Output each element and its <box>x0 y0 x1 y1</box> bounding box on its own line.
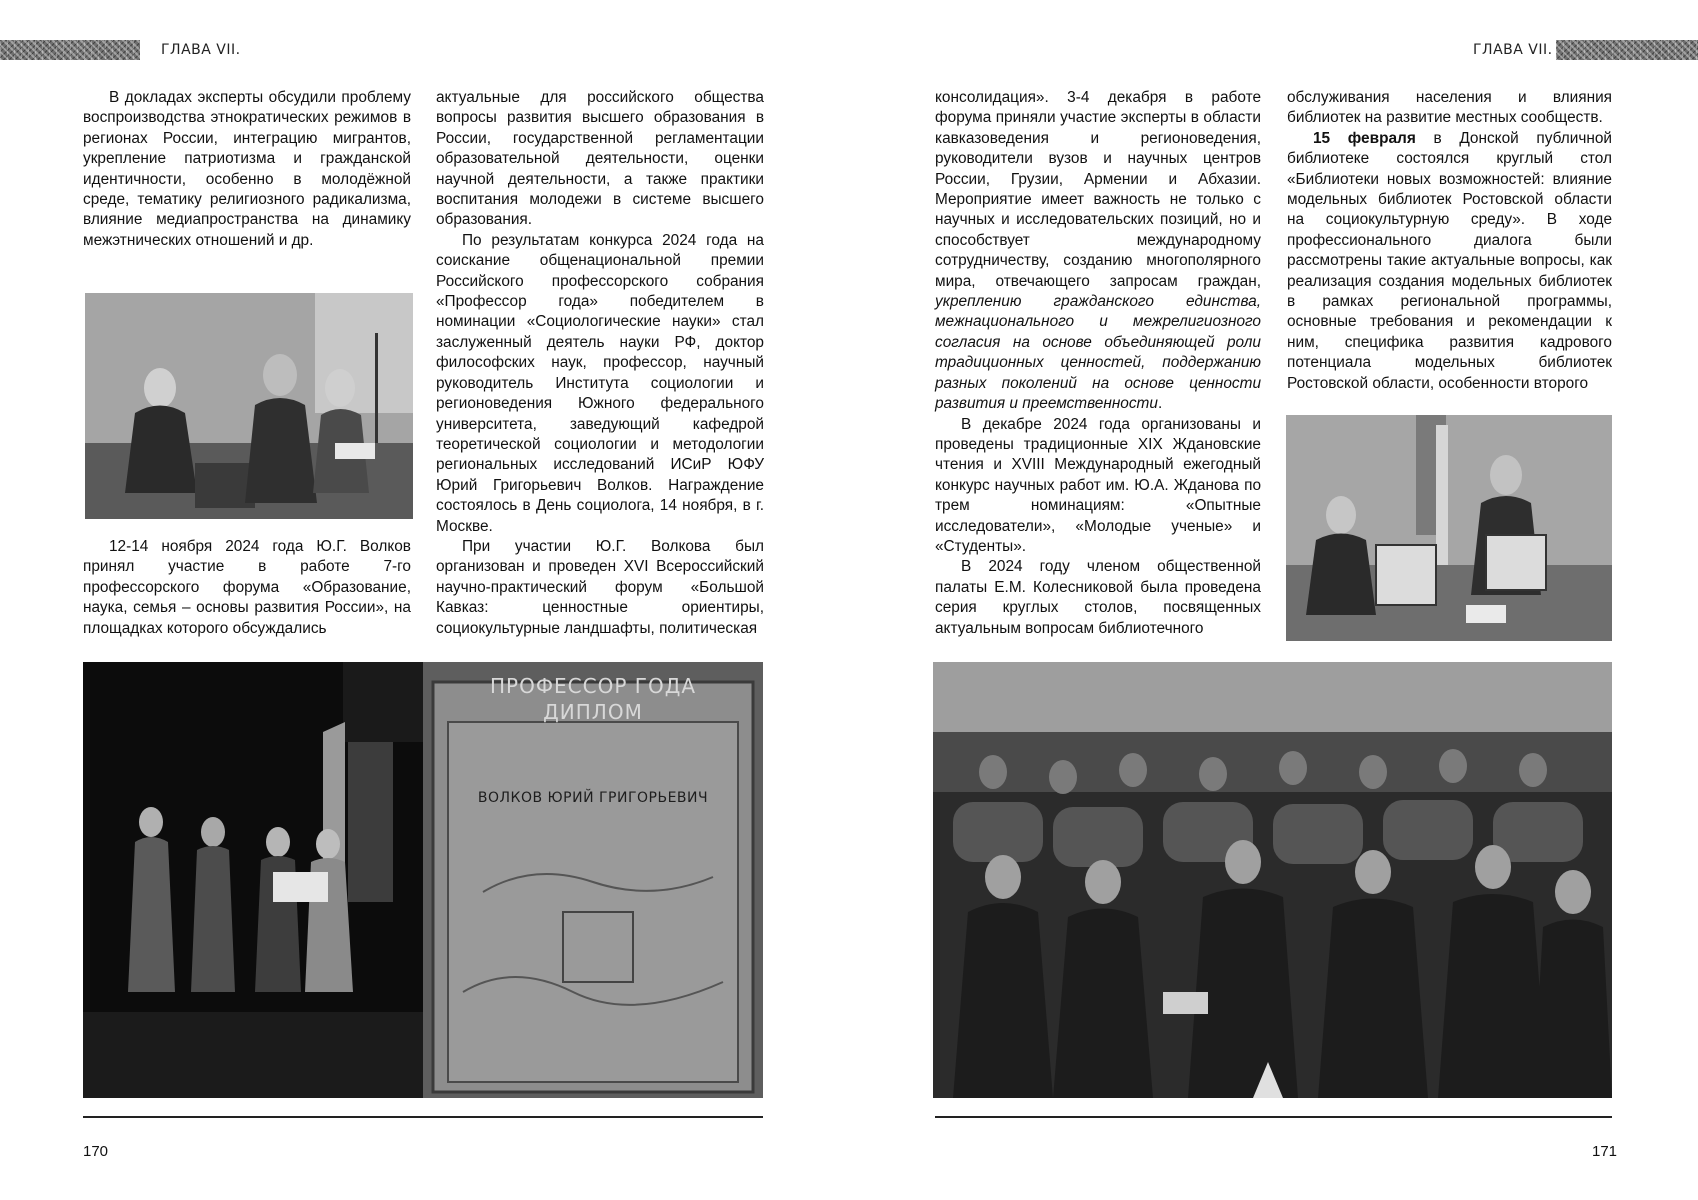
footer-rule-right <box>935 1116 1612 1118</box>
italic-quote: укреплению гражданского единства, межнационального и межрелигиозного согласия на основе объединяющей роли традиционных ценностей, поддержанию разных поколений на основе ценности развития и преемственности <box>935 293 1261 413</box>
photo-round-table <box>1286 415 1612 641</box>
chapter-header-left: ГЛАВА VII. <box>161 42 241 58</box>
paragraph-text: в Донской публичной библиотеке состоялся круглый стол «Библиотеки новых возможностей: влияние модельных библиотек Ростовской области на социокультурную среду». В ходе профессионального диалога были рассмотрены такие актуальные вопросы, как реализация создания модельных библиотек в рамках региональной программы, основные требования и рекомендации к ним, специфика развития кадрового потенциала модельных библиотек Ростовской области, особенности второго <box>1287 129 1612 392</box>
diploma-name: ВОЛКОВ ЮРИЙ ГРИГОРЬЕВИЧ <box>477 790 709 806</box>
chapter-header-right: ГЛАВА VII. <box>1473 42 1553 58</box>
photo-discussion <box>85 293 413 519</box>
left-column-1-bottom <box>83 537 411 639</box>
page-number-right: 171 <box>1592 1143 1618 1160</box>
paragraph: обслуживания населения и влияния библиотек на развитие местных сообществ. <box>1287 89 1612 127</box>
photo-award-ceremony <box>83 662 423 1098</box>
left-column-2 <box>436 88 764 639</box>
right-page <box>849 0 1698 1200</box>
paragraph: По результатам конкурса 2024 года на соискание общенациональной премии Российского профессорского собрания «Профессор года» победителем в номинации «Социологические науки» стал заслуженный деятель науки РФ, доктор философских наук, профессор, научный руководитель Института социологии и регионоведения Южного федерального университета, заведующий кафедрой теоретической социологии и методологии региональных исследований ИСиР ЮФУ Юрий Григорьевич Волков. Награждение состоялось в День социолога, 14 ноября, в г. Москве. <box>436 231 764 535</box>
paragraph: 12-14 ноября 2024 года Ю.Г. Волков принял участие в работе 7-го профессорского форума «Образование, наука, семья – основы развития России», на площадках которого обсуждались <box>83 538 411 637</box>
header-ornament-left <box>0 40 140 60</box>
paragraph: При участии Ю.Г. Волкова был организован и проведен XVI Всероссийский научно-практический форум «Большой Кавказ: ценностные ориентиры, социокультурные ландшафты, политическая <box>436 537 764 637</box>
photo-audience <box>933 662 1612 1098</box>
photo-diploma <box>423 662 763 1098</box>
paragraph-end: . <box>1157 395 1163 413</box>
header-ornament-right <box>1556 40 1698 60</box>
diploma-title: ПРОФЕССОР ГОДА <box>489 674 697 698</box>
right-column-2 <box>1287 88 1612 394</box>
paragraph: В 2024 году членом общественной палаты Е.М. Колесниковой была проведена серия круглых столов, посвященных актуальным вопросам библиотечного <box>935 558 1261 637</box>
paragraph <box>935 88 1261 415</box>
diploma-subtitle: ДИПЛОМ <box>543 700 643 724</box>
left-column-1 <box>83 88 411 251</box>
page-number-left: 170 <box>83 1143 109 1160</box>
right-column-1 <box>935 88 1261 639</box>
footer-rule-left <box>83 1116 763 1118</box>
paragraph: В декабре 2024 года организованы и проведены традиционные XIX Ждановские чтения и XVIII Международный ежегодный конкурс научных работ им. Ю.А. Жданова по трем номинациям: «Опытные исследователи», «Молодые ученые» и «Студенты». <box>935 415 1261 555</box>
paragraph: актуальные для российского общества вопросы развития высшего образования в России, государственной регламентации образовательной деятельности, оценки научной деятельности, а также практики воспитания молодежи в системе высшего образования. <box>436 89 764 229</box>
paragraph-text: консолидация». 3-4 декабря в работе форума приняли участие эксперты в области кавказоведения и регионоведения, руководители вузов и научных центров России, Грузии, Армении и Абхазии. Мероприятие имеет важность не только с научных и исследовательских позиций, но и способствует международному сотрудничеству, созданию многополярного мира, отвечающего запросам граждан, <box>935 89 1261 290</box>
date-bold: 15 февраля <box>1313 129 1416 147</box>
paragraph: В докладах эксперты обсудили проблему воспроизводства этнократических режимов в регионах России, интеграцию мигрантов, укрепление патриотизма и гражданской идентичности, особенно в молодёжной среде, тематику религиозного радикализма, влияние медиапространства на динамику межэтнических отношений и др. <box>83 89 411 249</box>
paragraph <box>1287 129 1612 394</box>
